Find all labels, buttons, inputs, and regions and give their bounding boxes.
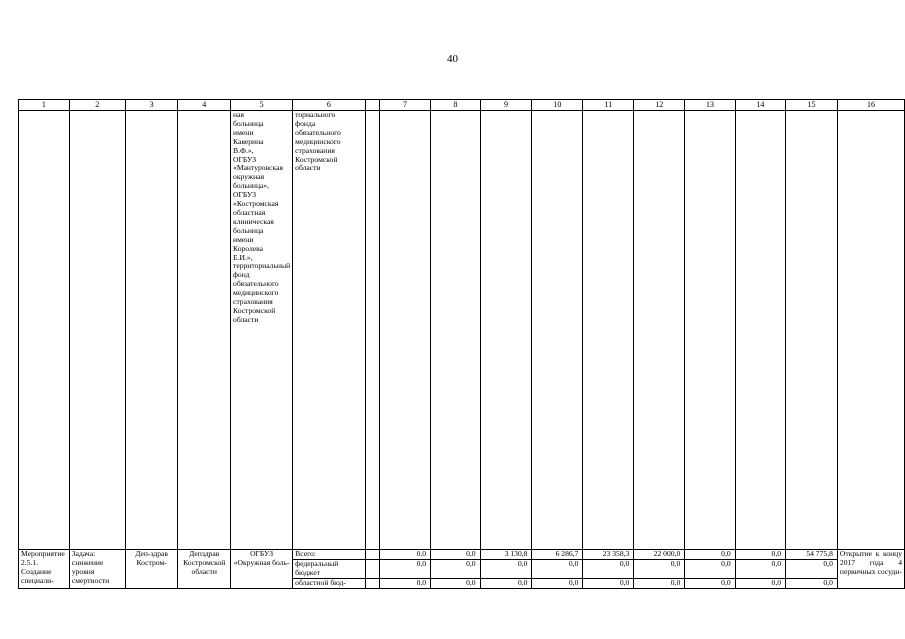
header-cell: 11: [583, 100, 634, 111]
header-cell: 8: [431, 100, 480, 111]
header-cell: 4: [178, 100, 231, 111]
header-cell: 7: [379, 100, 430, 111]
value-cell: 0,0: [685, 578, 735, 588]
header-cell: [365, 100, 379, 111]
budget-table: [18, 99, 905, 589]
funding-source: федеральный бюджет: [293, 559, 365, 578]
value-cell: 0,0: [786, 559, 838, 578]
value-cell: 0,0: [685, 559, 735, 578]
empty-cell: [583, 111, 634, 550]
value-cell: 0,0: [379, 559, 430, 578]
value-cell: 0,0: [532, 559, 583, 578]
empty-cell: [735, 111, 785, 550]
value-cell: 3 130,8: [480, 550, 532, 560]
header-cell: 1: [19, 100, 70, 111]
value-cell: 0,0: [431, 559, 480, 578]
value-cell: 0,0: [735, 559, 785, 578]
value-cell: 0,0: [379, 550, 430, 560]
measure-responsible: Депздрав Костромской области: [178, 550, 231, 589]
header-cell: 5: [231, 100, 293, 111]
header-cell: 15: [786, 100, 838, 111]
empty-cell: [431, 111, 480, 550]
empty-cell: [379, 111, 430, 550]
measure-row-total: [19, 550, 905, 560]
empty-cell: [634, 111, 685, 550]
measure-task: Задача: снижение уровня смертности: [69, 550, 125, 589]
header-cell: 2: [69, 100, 125, 111]
header-cell: 10: [532, 100, 583, 111]
empty-cell: [365, 578, 379, 588]
value-cell: 0,0: [634, 559, 685, 578]
empty-cell: [532, 111, 583, 550]
value-cell: 22 000,0: [634, 550, 685, 560]
value-cell: 54 775,8: [786, 550, 838, 560]
value-cell: 0,0: [735, 550, 785, 560]
funding-source: Всего:: [293, 550, 365, 560]
value-cell: 0,0: [583, 578, 634, 588]
measure-executor-short: Деп-здрав Костром-: [125, 550, 178, 589]
value-cell: 0,0: [685, 550, 735, 560]
value-cell: 0,0: [431, 578, 480, 588]
value-cell: 0,0: [480, 559, 532, 578]
empty-cell: [365, 111, 379, 550]
column-number-row: [19, 100, 905, 111]
value-cell: 0,0: [735, 578, 785, 588]
measure-organization: ОГБУЗ «Окружная боль-: [231, 550, 293, 589]
header-cell: 13: [685, 100, 735, 111]
empty-cell: [480, 111, 532, 550]
empty-cell: [19, 111, 70, 550]
header-cell: 14: [735, 100, 785, 111]
header-cell: 3: [125, 100, 178, 111]
empty-cell: [178, 111, 231, 550]
value-cell: 0,0: [431, 550, 480, 560]
empty-cell: [786, 111, 838, 550]
value-cell: 0,0: [379, 578, 430, 588]
value-cell: 0,0: [583, 559, 634, 578]
value-cell: 6 286,7: [532, 550, 583, 560]
executors-continued: ная больница имени Каверина В.Ф.», ОГБУЗ «Мантуровская окружная больница», ОГБУЗ «Костромская областная клиническая больница имени Королева Е.И.», территориальный фонд обязательного медицинского страхования Костромской области: [231, 111, 293, 550]
empty-cell: [837, 111, 904, 550]
header-cell: 16: [837, 100, 904, 111]
value-cell: 0,0: [634, 578, 685, 588]
measure-title: Мероприятие 2.5.1. Создание специали-: [19, 550, 70, 589]
empty-cell: [69, 111, 125, 550]
empty-cell: [365, 550, 379, 560]
empty-cell: [365, 559, 379, 578]
header-cell: 6: [293, 100, 365, 111]
header-cell: 12: [634, 100, 685, 111]
value-cell: 0,0: [532, 578, 583, 588]
empty-cell: [685, 111, 735, 550]
header-cell: 9: [480, 100, 532, 111]
expected-result: Открытие к концу 2017 года 4 первичных сосуди-: [837, 550, 904, 589]
continuation-row: [19, 111, 905, 550]
empty-cell: [125, 111, 178, 550]
value-cell: 23 358,3: [583, 550, 634, 560]
funding-source-continued: ториального фонда обязательного медицинского страхования Костромской области: [293, 111, 365, 550]
funding-source: областной бюд-: [293, 578, 365, 588]
page-number: 40: [447, 53, 458, 65]
value-cell: 0,0: [786, 578, 838, 588]
value-cell: 0,0: [480, 578, 532, 588]
